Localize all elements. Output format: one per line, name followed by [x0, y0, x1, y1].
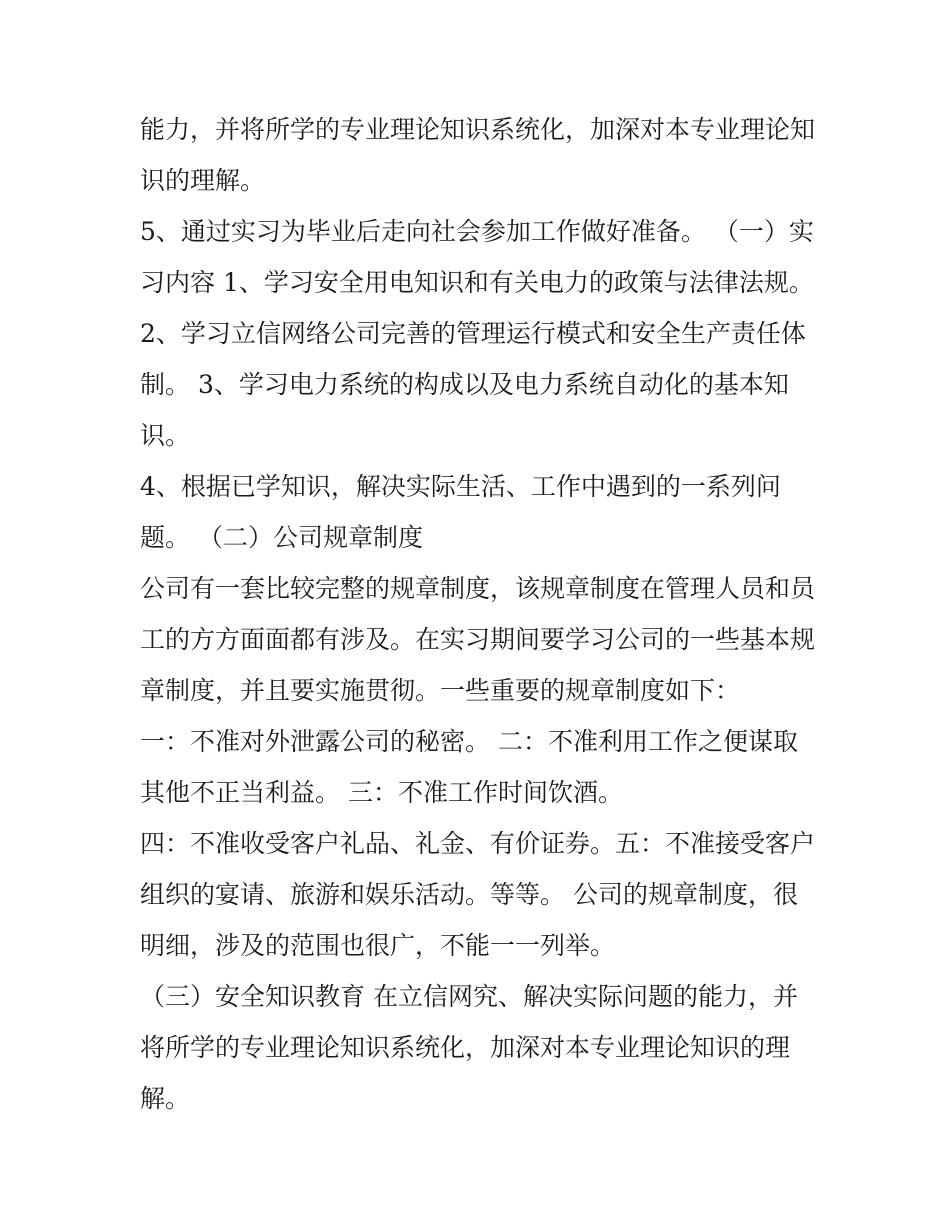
text-line: 章制度，并且要实施贯彻。一些重要的规章制度如下：: [140, 676, 741, 705]
text-line: （三）安全知识教育 在立信网究、解决实际问题的能力，并: [140, 982, 798, 1011]
text-line: 4、根据已学知识，解决实际生活、工作中遇到的一系列问: [140, 472, 781, 501]
text-line: 题。 （二）公司规章制度: [140, 523, 423, 552]
text-line: 将所学的专业理论知识系统化，加深对本专业理论知识的理: [140, 1033, 791, 1062]
text-line: 制。 3、学习电力系统的构成以及电力系统自动化的基本知: [140, 370, 789, 399]
text-line: 一：不准对外泄露公司的秘密。 二：不准利用工作之便谋取: [140, 727, 798, 756]
text-line: 四：不准收受客户礼品、礼金、有价证券。五：不准接受客户: [140, 829, 816, 858]
text-line: 5、通过实习为毕业后走向社会参加工作做好准备。 （一）实: [140, 217, 814, 246]
text-line: 工的方方面面都有涉及。在实习期间要学习公司的一些基本规: [140, 625, 816, 654]
text-line: 公司有一套比较完整的规章制度，该规章制度在管理人员和员: [140, 574, 816, 603]
text-line: 解。: [140, 1084, 191, 1113]
text-line: 组织的宴请、旅游和娱乐活动。等等。 公司的规章制度，很: [140, 880, 798, 909]
text-line: 2、学习立信网络公司完善的管理运行模式和安全生产责任体: [140, 319, 806, 348]
text-line: 习内容 1、学习安全用电知识和有关电力的政策与法律法规。: [140, 268, 814, 297]
text-line: 其他不正当利益。 三：不准工作时间饮酒。: [140, 778, 623, 807]
text-line: 识。: [140, 421, 191, 450]
document-body: [140, 104, 820, 1124]
text-line: 识的理解。: [140, 166, 266, 195]
text-line: 能力，并将所学的专业理论知识系统化，加深对本专业理论知: [140, 115, 816, 144]
text-line: 明细，涉及的范围也很广，不能一一列举。: [140, 931, 616, 960]
